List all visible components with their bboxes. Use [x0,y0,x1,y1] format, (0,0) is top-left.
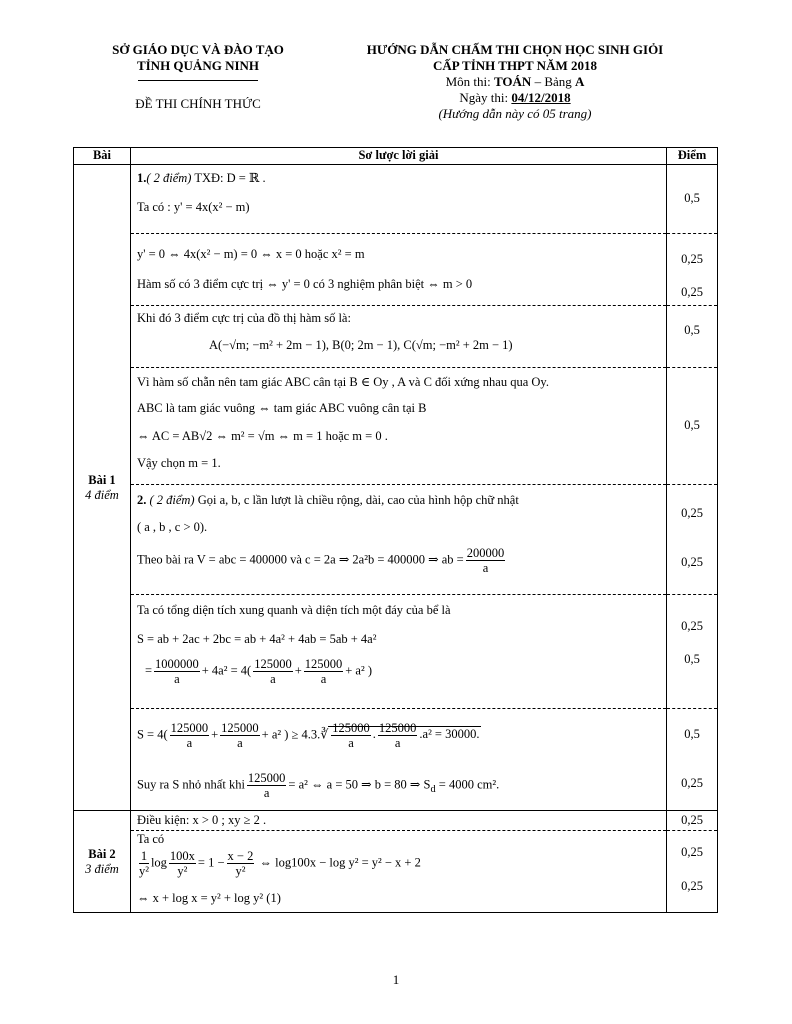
solution-line: ABC là tam giác vuông ⇔ tam giác ABC vuông cân tại B [136,401,427,415]
points-cell [667,595,717,709]
points-cell [667,485,717,595]
table-row-bai1 [74,165,718,811]
bai2-points-col [667,811,718,913]
points-value: 0,5 [684,191,700,205]
solution-line: Ta có [136,832,165,846]
points-value: 0,5 [684,652,700,666]
bai1-points: 4 điểm [85,487,119,502]
solution-line: A(−√m; −m² + 2m − 1), B(0; 2m − 1), C(√m; −m² + 2m − 1) [208,338,513,352]
bai1-cell [74,165,131,811]
table-header-row [74,148,718,165]
dept-name: SỞ GIÁO DỤC VÀ ĐÀO TẠO [112,42,284,57]
bai2-cell [74,811,131,913]
points-cell [667,234,717,306]
table-row-bai2 [74,811,718,913]
doc-subtitle: CẤP TỈNH THPT NĂM 2018 [433,58,597,73]
solution-line: Hàm số có 3 điểm cực trị ⇔ y' = 0 có 3 nghiệm phân biệt ⇔ m > 0 [136,277,473,291]
date-line: Ngày thi: 04/12/2018 [459,90,571,105]
subject-line: Môn thi: TOÁN – Bảng A [445,74,585,89]
pages-note: (Hướng dẫn này có 05 trang) [438,106,592,121]
bai2-points: 3 điểm [85,861,119,876]
solution-line: Khi đó 3 điểm cực trị của đồ thị hàm số là: [136,311,351,325]
points-value: 0,25 [681,776,703,790]
sub-row-8 [131,811,666,831]
points-value: 0,5 [684,418,700,432]
bai1-title: Bài 1 [88,472,116,487]
solution-line: ⇔ x + log x = y² + log y² (1) [136,891,281,905]
solution-line: Ta có tổng diện tích xung quanh và diện tích một đáy của bể là [136,603,451,617]
points-value: 0,25 [681,252,703,266]
sub-row-7 [131,709,666,810]
points-value: 0,25 [681,813,703,827]
sub-row-6 [131,595,666,709]
col-header-bai: Bài [74,148,131,165]
solution-line: Vì hàm số chẵn nên tam giác ABC cân tại B ∈ Oy , A và C đối xứng nhau qua Oy. [136,375,549,389]
solution-line: 2. ( 2 điểm) Gọi a, b, c lần lượt là chiều rộng, dài, cao của hình hộp chữ nhật [136,493,519,507]
sub-row-2 [131,234,666,306]
bai1-solution [130,165,666,811]
bai1-points-col [667,165,718,811]
sub-row-4 [131,368,666,485]
points-value: 0,5 [684,323,700,337]
solution-line: S = 4( $\frac{125000}{a}$ + $\frac{125000}{a}$ + a² ) ≥ 4.3.∛ $\frac{125000}{a}$ . $\frac{125000}{a}$ .a² = 30000. [136,721,480,750]
solution-line: ⇔ AC = AB√2 ⇔ m² = √m ⇔ m = 1 hoặc m = 0 . [136,429,388,443]
sub-row-5 [131,485,666,595]
points-value: 0,25 [681,879,703,893]
sub-row-3 [131,306,666,368]
bai2-title: Bài 2 [88,846,116,861]
page-number: 1 [392,972,400,987]
points-value: 0,25 [681,506,703,520]
points-cell [667,368,717,485]
solution-line: Điều kiện: x > 0 ; xy ≥ 2 . [136,813,267,827]
points-value: 0,25 [681,619,703,633]
solution-line: y' = 0 ⇔ 4x(x² − m) = 0 ⇔ x = 0 hoặc x² = m [136,247,365,261]
col-header-points: Điểm [667,148,718,165]
points-cell [667,811,717,831]
solution-line: Vậy chọn m = 1. [136,456,221,470]
grading-table [73,147,718,913]
solution-line: ( a , b , c > 0). [136,520,208,534]
col-header-solution: Sơ lược lời giải [130,148,666,165]
solution-line: Theo bài ra V = abc = 400000 và c = 2a ⇒ 2a²b = 400000 ⇒ ab = $\frac{200000}{a}$ [136,546,505,575]
official-label: ĐỀ THI CHÍNH THỨC [135,96,261,111]
points-value: 0,25 [681,555,703,569]
province-name: TỈNH QUẢNG NINH [136,58,260,73]
points-value: 0,25 [681,845,703,859]
bai2-solution [130,811,666,913]
doc-title: HƯỚNG DẪN CHẤM THI CHỌN HỌC SINH GIỎI [366,42,664,57]
points-cell [667,306,717,368]
points-value: 0,5 [684,727,700,741]
sub-row-1 [131,165,666,234]
solution-line: = $\frac{1000000}{a}$ + 4a² = 4( $\frac{125000}{a}$ + $\frac{125000}{a}$ + a² ) [144,657,373,686]
solution-line: $\frac{1}{\text{y²}}$ log $\frac{100x}{\text{y²}}$ = 1 − $\frac{x - 2}{\text{y²}}$ ⇔ log100x − log y² = y² − x + 2 [138,849,421,878]
points-cell [667,831,717,912]
solution-line: 1.( 2 điểm) TXĐ: D = ℝ . [136,171,266,185]
points-value: 0,25 [681,285,703,299]
solution-line: Ta có : y' = 4x(x² − m) [136,200,250,214]
solution-line: Suy ra S nhỏ nhất khi $\frac{125000}{a}$ = a² ⇔ a = 50 ⇒ b = 80 ⇒ $S_d = 4000$ cm². [136,771,500,800]
solution-line: S = ab + 2ac + 2bc = ab + 4a² + 4ab = 5ab + 4a² [136,632,377,646]
sub-row-9 [131,831,666,912]
header-divider [138,80,258,81]
points-cell [667,709,717,810]
points-cell [667,165,717,234]
